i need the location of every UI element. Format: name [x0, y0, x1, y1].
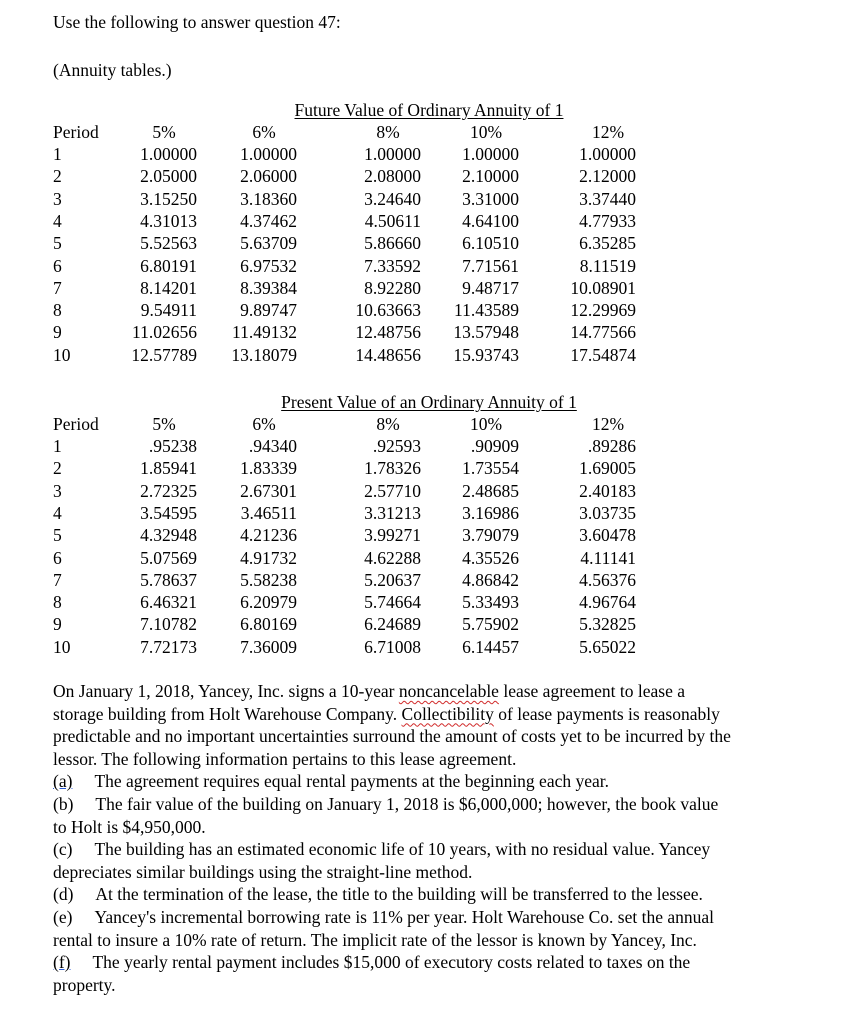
- paragraph-line: [53, 703, 813, 726]
- value-cell: 1.85941: [140, 458, 197, 479]
- value-cell: 2.40183: [579, 480, 636, 501]
- rate-header: 10%: [469, 122, 503, 142]
- item-text: The building has an estimated economic life of 10 years, with no residual value. Yancey: [94, 839, 711, 860]
- fv-table-title: [189, 100, 669, 121]
- period-cell: 5: [53, 233, 62, 254]
- value-cell: 1.83339: [240, 458, 297, 479]
- period-cell: 8: [53, 300, 62, 321]
- value-cell: 6.80191: [140, 255, 197, 276]
- value-cell: 4.31013: [140, 210, 197, 231]
- value-cell: 2.57710: [364, 480, 421, 501]
- period-cell: 1: [53, 436, 62, 456]
- period-cell: 7: [53, 569, 62, 590]
- text-span: lease agreement to lease a: [498, 681, 686, 701]
- period-cell: 3: [53, 480, 62, 501]
- text-span: of lease payments is reasonably: [493, 703, 720, 724]
- value-cell: 2.72325: [140, 480, 197, 501]
- value-cell: 7.36009: [240, 636, 297, 657]
- period-cell: 2: [53, 458, 62, 479]
- rate-header: 5%: [152, 414, 176, 434]
- period-cell: 9: [53, 322, 62, 343]
- period-cell: 2: [53, 166, 62, 187]
- value-cell: 5.75902: [462, 614, 519, 635]
- value-cell: .89286: [587, 436, 636, 456]
- value-cell: 1.00000: [140, 144, 197, 164]
- value-cell: 11.49132: [232, 322, 297, 343]
- item-a: [53, 770, 813, 793]
- item-c: [53, 838, 813, 861]
- value-cell: 4.56376: [579, 569, 636, 590]
- value-cell: 17.54874: [570, 344, 636, 365]
- value-cell: 4.21236: [240, 525, 297, 546]
- period-cell: 5: [53, 525, 62, 546]
- value-cell: 6.14457: [462, 636, 519, 657]
- value-cell: 2.08000: [364, 166, 421, 187]
- value-cell: 2.12000: [579, 166, 636, 187]
- item-label: (b): [53, 793, 74, 814]
- value-cell: 8.11519: [579, 255, 636, 276]
- item-d: [53, 883, 813, 906]
- period-cell: 7: [53, 277, 62, 298]
- value-cell: .92593: [372, 436, 421, 456]
- value-cell: 3.99271: [364, 525, 421, 546]
- item-c-cont: depreciates similar buildings using the straight-line method.: [53, 861, 473, 882]
- value-cell: 6.71008: [364, 636, 421, 657]
- rate-header: 5%: [152, 122, 176, 142]
- table-row: [53, 322, 773, 344]
- table-row: [53, 592, 773, 614]
- value-cell: 6.10510: [462, 233, 519, 254]
- period-cell: 8: [53, 592, 62, 613]
- item-e: [53, 906, 813, 929]
- text-span: On January 1, 2018, Yancey, Inc. signs a 10-year: [53, 681, 399, 701]
- item-text: Yancey's incremental borrowing rate is 11% per year. Holt Warehouse Co. set the annual: [94, 906, 715, 927]
- value-cell: 6.20979: [240, 592, 297, 613]
- value-cell: 3.31213: [364, 502, 421, 523]
- spellcheck-word[interactable]: noncancelable: [398, 681, 499, 701]
- value-cell: 9.54911: [140, 300, 197, 321]
- value-cell: 14.48656: [355, 344, 421, 365]
- item-f-cont: property.: [53, 974, 116, 995]
- value-cell: 2.48685: [462, 480, 519, 501]
- value-cell: 1.00000: [579, 144, 636, 164]
- value-cell: 5.33493: [462, 592, 519, 613]
- value-cell: 4.62288: [364, 547, 421, 568]
- value-cell: 15.93743: [453, 344, 519, 365]
- value-cell: 10.08901: [570, 277, 636, 298]
- value-cell: 8.39384: [240, 277, 297, 298]
- period-header: Period: [53, 122, 99, 142]
- table-row: [53, 300, 773, 322]
- value-cell: 3.18360: [240, 188, 297, 209]
- value-cell: 4.50611: [364, 210, 421, 231]
- value-cell: .90909: [470, 436, 519, 456]
- period-cell: 4: [53, 502, 62, 523]
- period-cell: 9: [53, 614, 62, 635]
- item-text: At the termination of the lease, the title to the building will be transferred to the lessee.: [95, 884, 703, 905]
- value-cell: 1.00000: [240, 144, 297, 164]
- fv-table-title-text: Future Value of Ordinary Annuity of 1: [294, 100, 564, 120]
- rate-header: 12%: [591, 414, 625, 434]
- value-cell: 11.43589: [454, 300, 519, 321]
- value-cell: 1.69005: [579, 458, 636, 479]
- value-cell: 3.03735: [579, 502, 636, 523]
- value-cell: 2.06000: [240, 166, 297, 187]
- rate-header: 12%: [591, 122, 625, 142]
- fv-header-row: [53, 122, 773, 144]
- period-cell: 10: [53, 636, 71, 657]
- item-label: (c): [53, 839, 73, 860]
- value-cell: 7.10782: [140, 614, 197, 635]
- rate-header: 10%: [469, 414, 503, 434]
- value-cell: 13.18079: [231, 344, 297, 365]
- paragraph-line: predictable and no important uncertainties surround the amount of costs yet to be incurred by the: [53, 726, 731, 747]
- table-row: [53, 570, 773, 592]
- table-row: [53, 637, 773, 659]
- value-cell: 6.80169: [240, 614, 297, 635]
- period-cell: 6: [53, 255, 62, 276]
- value-cell: 4.35526: [462, 547, 519, 568]
- value-cell: 4.11141: [580, 547, 636, 568]
- rate-header: 6%: [252, 122, 276, 142]
- subtitle-text: (Annuity tables.): [53, 60, 172, 80]
- item-label: (f): [53, 952, 71, 973]
- value-cell: 4.86842: [462, 569, 519, 590]
- item-label: (e): [53, 906, 73, 927]
- value-cell: 6.24689: [364, 614, 421, 635]
- period-cell: 4: [53, 210, 62, 231]
- value-cell: 6.46321: [140, 592, 197, 613]
- table-row: [53, 614, 773, 636]
- value-cell: 5.58238: [240, 569, 297, 590]
- table-row: [53, 436, 773, 458]
- value-cell: 3.46511: [240, 502, 297, 523]
- value-cell: 5.20637: [364, 569, 421, 590]
- value-cell: .95238: [148, 436, 197, 456]
- item-text: The fair value of the building on January 1, 2018 is $6,000,000; however, the book value: [95, 793, 719, 814]
- value-cell: 1.00000: [364, 144, 421, 164]
- rate-header: 8%: [376, 122, 400, 142]
- table-row: [53, 189, 773, 211]
- value-cell: 10.63663: [355, 300, 421, 321]
- value-cell: 1.73554: [462, 458, 519, 479]
- table-row: [53, 548, 773, 570]
- value-cell: 13.57948: [453, 322, 519, 343]
- value-cell: 12.29969: [570, 300, 636, 321]
- period-cell: 3: [53, 188, 62, 209]
- value-cell: 3.37440: [579, 188, 636, 209]
- item-b-cont: to Holt is $4,950,000.: [53, 816, 206, 837]
- value-cell: 3.31000: [462, 188, 519, 209]
- value-cell: .94340: [248, 436, 297, 456]
- table-row: [53, 481, 773, 503]
- value-cell: 3.15250: [140, 188, 197, 209]
- item-text: The agreement requires equal rental payments at the beginning each year.: [94, 771, 610, 792]
- value-cell: 4.37462: [240, 210, 297, 231]
- value-cell: 11.02656: [132, 322, 197, 343]
- period-header: Period: [53, 414, 99, 434]
- period-cell: 6: [53, 547, 62, 568]
- value-cell: 6.35285: [579, 233, 636, 254]
- value-cell: 14.77566: [570, 322, 636, 343]
- problem-text: [53, 680, 813, 996]
- rate-header: 8%: [376, 414, 400, 434]
- value-cell: 2.05000: [140, 166, 197, 187]
- value-cell: 7.71561: [462, 255, 519, 276]
- table-row: [53, 233, 773, 255]
- value-cell: 4.91732: [240, 547, 297, 568]
- value-cell: 4.77933: [579, 210, 636, 231]
- item-label: (d): [53, 884, 74, 905]
- table-row: [53, 503, 773, 525]
- value-cell: 12.57789: [131, 344, 197, 365]
- value-cell: 8.14201: [140, 277, 197, 298]
- period-cell: 10: [53, 344, 71, 365]
- value-cell: 1.78326: [364, 458, 421, 479]
- value-cell: 3.54595: [140, 502, 197, 523]
- table-row: [53, 278, 773, 300]
- value-cell: 5.78637: [140, 569, 197, 590]
- item-text: The yearly rental payment includes $15,000 of executory costs related to taxes on the: [92, 952, 691, 973]
- value-cell: 3.16986: [462, 502, 519, 523]
- pv-header-row: [53, 414, 773, 436]
- item-b: [53, 793, 813, 816]
- value-cell: 6.97532: [240, 255, 297, 276]
- value-cell: 5.74664: [364, 592, 421, 613]
- value-cell: 8.92280: [364, 277, 421, 298]
- value-cell: 4.64100: [462, 210, 519, 231]
- value-cell: 7.72173: [140, 636, 197, 657]
- period-cell: 1: [53, 144, 62, 164]
- table-row: [53, 256, 773, 278]
- rate-header: 6%: [252, 414, 276, 434]
- text-span: storage building from Holt Warehouse Company.: [53, 703, 402, 724]
- value-cell: 2.67301: [240, 480, 297, 501]
- value-cell: 3.24640: [364, 188, 421, 209]
- value-cell: 9.89747: [240, 300, 297, 321]
- spellcheck-word[interactable]: Collectibility: [401, 703, 494, 724]
- paragraph-line: [53, 680, 813, 703]
- table-row: [53, 345, 773, 367]
- value-cell: 1.00000: [462, 144, 519, 164]
- item-f: [53, 951, 813, 974]
- item-e-cont: rental to insure a 10% rate of return. The implicit rate of the lessor is known by Yancey, Inc.: [53, 929, 697, 950]
- value-cell: 4.32948: [140, 525, 197, 546]
- value-cell: 2.10000: [462, 166, 519, 187]
- value-cell: 9.48717: [462, 277, 519, 298]
- value-cell: 3.60478: [579, 525, 636, 546]
- paragraph-line: lessor. The following information pertains to this lease agreement.: [53, 748, 517, 769]
- value-cell: 5.63709: [240, 233, 297, 254]
- pv-table-title-text: Present Value of an Ordinary Annuity of 1: [281, 392, 577, 412]
- value-cell: 5.07569: [140, 547, 197, 568]
- table-row: [53, 144, 773, 166]
- table-row: [53, 166, 773, 188]
- pv-table-title: [189, 392, 669, 413]
- value-cell: 5.52563: [140, 233, 197, 254]
- intro-text: Use the following to answer question 47:: [53, 12, 341, 32]
- value-cell: 4.96764: [579, 592, 636, 613]
- value-cell: 7.33592: [364, 255, 421, 276]
- table-row: [53, 458, 773, 480]
- value-cell: 5.32825: [579, 614, 636, 635]
- value-cell: 3.79079: [462, 525, 519, 546]
- value-cell: 12.48756: [355, 322, 421, 343]
- value-cell: 5.86660: [364, 233, 421, 254]
- table-row: [53, 525, 773, 547]
- table-row: [53, 211, 773, 233]
- value-cell: 5.65022: [579, 636, 636, 657]
- item-label: (a): [53, 771, 73, 792]
